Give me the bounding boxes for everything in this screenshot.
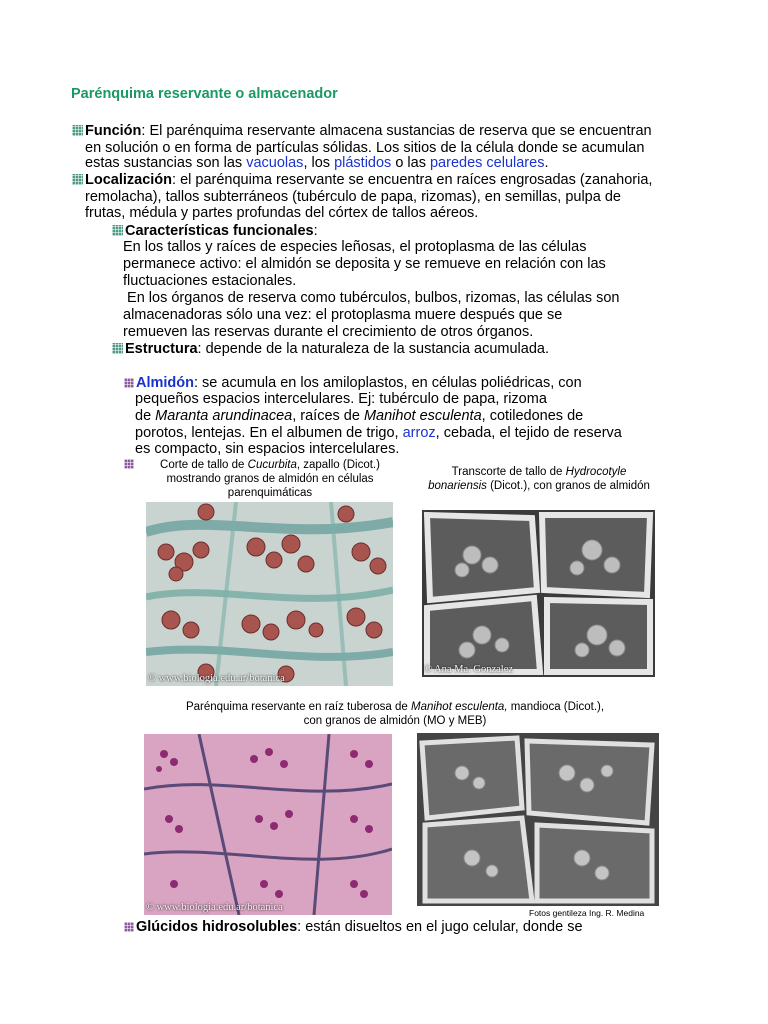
caption1-post: , zapallo (Dicot.) [296,459,380,471]
manihot-sem-micrograph [417,733,659,906]
localizacion-line3: frutas, médula y partes profundas del córtex de tallos aéreos. [85,205,479,221]
photo-credit: Fotos gentileza Ing. R. Medina [529,908,645,918]
glucidos-label: Glúcidos hidrosolubles [136,919,298,935]
glucidos-text: : están disueltos en el jugo celular, donde se [297,919,583,935]
estructura-paragraph [112,341,549,358]
almidon-line5: es compacto, sin espacios intercelulares. [135,441,400,457]
caracteristicas-line: almacenadoras sólo una vez: el protoplasma muere después que se [123,307,563,323]
caption3-post: mandioca (Dicot.), [507,701,605,713]
caption2-post: (Dicot.), con granos de almidón [486,480,650,492]
caption-manihot-line1 [120,700,670,714]
purple-mosaic-bullet-icon [124,922,134,932]
manihot-lm-micrograph [144,734,392,915]
cucurbita-micrograph [146,502,393,686]
funcion-line1: : El parénquima reservante almacena sustancias de reserva que se encuentran [141,123,652,139]
caption1-italic: Cucurbita [247,459,297,471]
almidon-paragraph [124,375,582,392]
maranta-species: Maranta arundinacea [155,408,293,424]
caracteristicas-line: remueven las reservas durante el crecimiento de otros órganos. [123,324,534,340]
hydrocotyle-photo-svg [422,510,655,677]
funcion-line3 [85,155,548,172]
mosaic-bullet-icon [112,343,123,354]
caracteristicas-line: fluctuaciones estacionales. [123,273,297,289]
caption3-pre: Parénquima reservante en raíz tuberosa de [185,701,411,713]
caption3-italic: Manihot esculenta, [410,701,508,713]
caracteristicas-line: En los órganos de reserva como tubérculos, bulbos, rizomas, las células son [123,290,620,306]
mosaic-bullet-icon [72,125,83,136]
almidon-link[interactable]: Almidón [136,375,194,391]
localizacion-line1: : el parénquima reservante se encuentra en raíces engrosadas (zanahoria, [172,172,653,188]
almidon-line3-pre: de [135,408,156,424]
funcion-line2: en solución o en forma de partículas sólidas. Los sitios de la célula donde se acumulan [85,140,645,156]
caption-hydrocotyle-line1 [405,465,673,479]
almidon-line1: : se acumula en los amiloplastos, en células poliédricas, con [194,375,582,391]
cucurbita-photo-svg [146,502,393,686]
funcion-end: . [544,155,549,171]
almidon-line3 [135,408,583,425]
caracteristicas-colon: : [313,223,318,239]
funcion-line3-pre: estas sustancias son las [85,155,247,171]
mosaic-bullet-icon [72,174,83,185]
vacuolas-link[interactable]: vacuolas [246,155,304,171]
caption-manihot-line2: con granos de almidón (MO y MEB) [303,715,487,727]
localizacion-label: Localización [85,172,173,188]
hydrocotyle-micrograph [422,510,655,677]
caption2-italic1: Hydrocotyle [565,466,627,478]
localizacion-paragraph [72,172,652,189]
page-title: Parénquima reservante o almacenador [71,86,338,102]
manihot-lm-photo-svg [144,734,392,915]
plastidos-link[interactable]: plástidos [334,155,392,171]
almidon-line4-post: , cebada, el tejido de reserva [435,425,622,441]
almidon-line3-post: , cotiledones de [481,408,584,424]
caption-cucurbita-line1 [140,458,400,472]
glucidos-paragraph [124,919,583,936]
mosaic-bullet-icon [112,225,123,236]
caption2-pre: Transcorte de tallo de [451,466,566,478]
gonzalez-watermark: © Ana Ma. Gonzalez [424,664,514,675]
paredes-celulares-link[interactable]: paredes celulares [429,155,545,171]
arroz-link[interactable]: arroz [402,425,436,441]
funcion-paragraph [72,123,652,140]
caption1-pre: Corte de tallo de [160,459,248,471]
caption-cucurbita-line2: mostrando granos de almidón en células [166,473,374,485]
localizacion-line2: remolacha), tallos subterráneos (tubérculo de papa, rizomas), en semillas, pulpa de [85,189,621,205]
caracteristicas-line: permanece activo: el almidón se deposita y se remueve en relación con las [123,256,606,272]
caption-cucurbita [140,458,400,500]
funcion-sep2: o las [391,155,430,171]
purple-mosaic-bullet-icon [124,459,134,469]
manihot-sem-photo-svg [417,733,659,906]
purple-mosaic-bullet-icon [124,378,134,388]
funcion-sep1: , los [303,155,335,171]
estructura-text: : depende de la naturaleza de la sustancia acumulada. [197,341,550,357]
caption-hydrocotyle-line2 [405,479,673,493]
manihot-species: Manihot esculenta [363,408,482,424]
caracteristicas-heading [112,223,318,240]
biologia-watermark: © www.biologia.edu.ar/botanica [148,673,285,684]
caption2-italic2: bonariensis [428,480,487,492]
funcion-label: Función [85,123,142,139]
almidon-line4-pre: porotos, lentejas. En el albumen de trigo, [135,425,403,441]
biologia-watermark-2: © www.biologia.edu.ar/botanica [146,902,283,913]
caracteristicas-label: Características funcionales [125,223,314,239]
almidon-line3-mid: , raíces de [292,408,364,424]
estructura-label: Estructura [125,341,198,357]
almidon-line4 [135,425,622,442]
almidon-line2: pequeños espacios intercelulares. Ej: tubérculo de papa, rizoma [135,391,547,407]
caracteristicas-line: En los tallos y raíces de especies leñosas, el protoplasma de las células [123,239,587,255]
caption-hydrocotyle [405,465,673,493]
caption-manihot [120,700,670,728]
caption-cucurbita-line3: parenquimáticas [227,487,313,499]
